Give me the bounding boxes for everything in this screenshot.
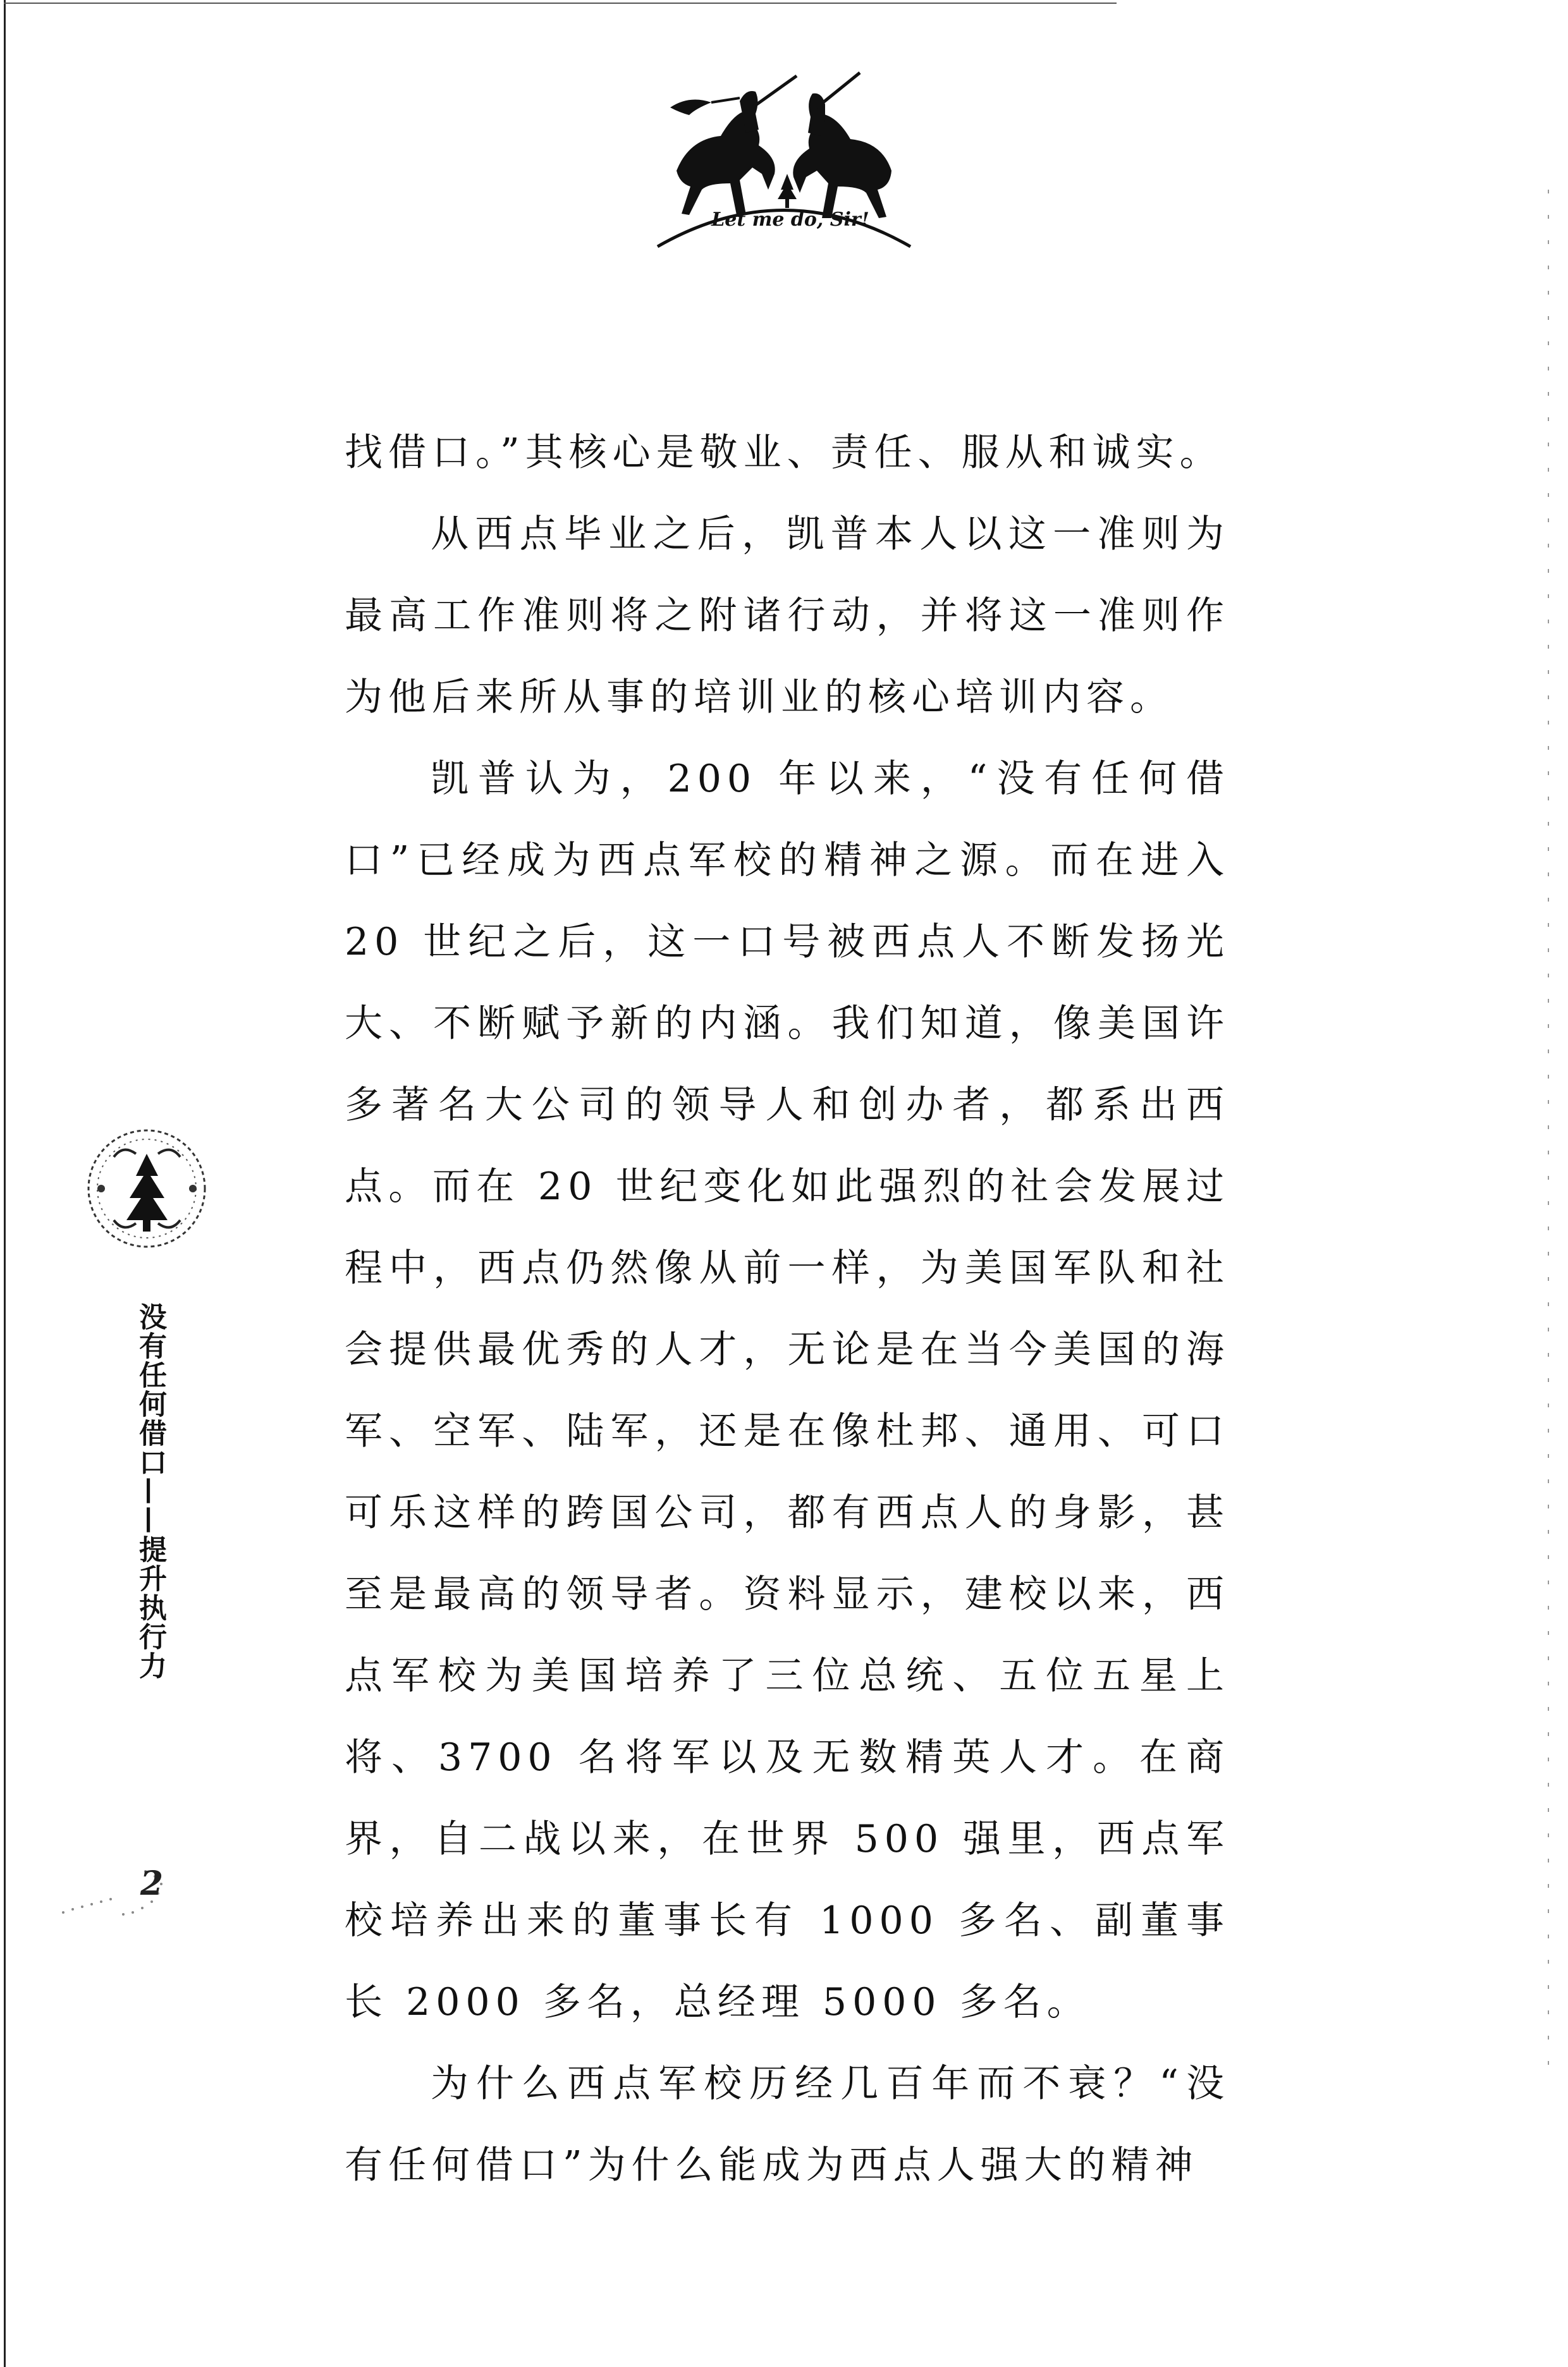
paragraph: 找借口。”其核心是敬业、责任、服从和诚实。	[345, 431, 1223, 475]
paragraph: 从西点毕业之后，凯普本人以这一准则为最高工作准则将之附诸行动，并将这一准则作为他后来所从事的培训业的核心培训内容。	[345, 512, 1230, 719]
paragraph: 为什么西点军校历经几百年而不衰？“没有任何借口”为什么能成为西点人强大的精神	[345, 2062, 1230, 2187]
scan-top-edge	[4, 3, 1117, 4]
book-title: 没有任何借口——提升执行力	[134, 1302, 166, 1680]
scan-right-edge-dots	[1548, 190, 1549, 2086]
page-number: 2	[140, 1864, 164, 1903]
emblem-motto: Let me do, Sir!	[711, 209, 869, 231]
crest-ornament-icon	[76, 1119, 218, 1258]
paragraph: 凯普认为，200 年以来，“没有任何借口”已经成为西点军校的精神之源。而在进入 20 世纪之后，这一口号被西点人不断发扬光大、不断赋予新的内涵。我们知道，像美国许多著名大公司的领导人和创办者，都系出西点。而在 20 世纪变化如此强烈的社会发展过程中，西点仍然像从前一样，为美国军队和社会提供最优秀的人才，无论是在当今美国的海军、空军、陆军，还是在像杜邦、通用、可口可乐这样的跨国公司，都有西点人的身影，甚至是最高的领导者。资料显示，建校以来，西点军校为美国培养了三位总统、五位五星上将、3700 名将军以及无数精英人才。在商界，自二战以来，在世界 500 强里，西点军校培养出来的董事长有 1000 多名、副董事长 2000 多名，总经理 5000 多名。	[345, 757, 1230, 2024]
body-text	[345, 412, 1230, 2206]
scan-left-edge	[4, 0, 6, 2367]
